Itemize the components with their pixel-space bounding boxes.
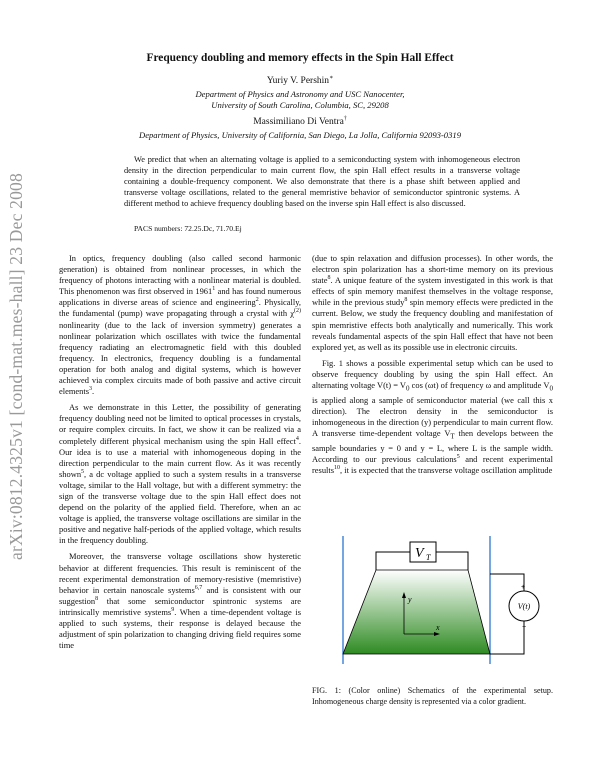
right-column (312, 253, 553, 481)
x-axis-label: x (436, 623, 440, 632)
vt-wire-left (376, 552, 410, 570)
semiconductor-sample (343, 570, 490, 654)
paper-title: Frequency doubling and memory effects in the Spin Hall Effect (146, 52, 454, 64)
author-2-affiliation-line-1: Department of Physics, University of California, San Diego, La Jolla, California 92093-0319 (138, 130, 461, 140)
paragraph: (due to spin relaxation and diffusion processes). In other words, the electron spin polarization has a short-time memory on its previous state$^8$. A unique feature of the system investigated in this work is that effects of spin memory manifest themselves in the voltage response, while in the previous study$^8$ spin memory effects were predicted in the current. Below, we study the frequency doubling and manifestation of spin memristive effects both analytically and numerically. This work reveals fundamental aspects of the spin Hall effect that have not been explored yet, as well as its possible use in electronic circuits. (312, 253, 553, 352)
vt-subscript: T (426, 553, 431, 562)
source-minus-sign: − (522, 624, 527, 631)
abstract: We predict that when an alternating voltage is applied to a semiconducting system with inhomogeneous electron density in the direction perpendicular to main current flow, the spin Hall effect results in a transverse voltage containing a double-frequency component. We also demonstrate that there is a phase shift between applied and transverse voltage oscillations, related to the general memristive behavior of semiconductor spintronic systems. A different method to achieve frequency doubling based on the inverse spin Hall effect is also discussed. (124, 155, 520, 209)
author-2-name: Massimiliano Di Ventra (253, 117, 344, 127)
author-2 (0, 117, 600, 127)
source-label: V(t) (517, 602, 531, 611)
paragraph: Fig. 1 shows a possible experimental setup which can be used to observe frequency doubling by using the spin Hall effect. An alternating voltage $V(t) = V_0$ cos (ωt) of frequency ω and amplitude $V_0$ is applied along a sample of semiconductor material (we call this x direction). The electron density in the semiconductor is inhomogeneous in the direction (y) perpendicular to main current flow. A transverse time-dependent voltage $V_T$ then develops between the sample boundaries y = 0 and y = L, where L is the sample width. According to our previous calculations$^5$ and recent experimental results$^{10}$, it is expected that the transverse voltage oscillation amplitude (312, 357, 553, 476)
author-1-affiliation-line-2: University of South Carolina, Columbia, SC, 29208 (211, 100, 389, 110)
author-1-mark: ∗ (329, 74, 334, 81)
paragraph: Moreover, the transverse voltage oscillations show hysteretic behavior at different frequencies. This result is reminiscent of the recent experimental demonstration of memory-resistive (memristive) behavior in certain nanoscale systems$^{6,7}$ and is consistent with our suggestion$^8$ that some semiconductor spintronic systems are intrinsically memristive systems$^9$. When a time-dependent voltage is applied to such systems, their response is delayed because the adjustment of spin polarization to changing driving field requires some time (59, 551, 301, 651)
source-plus-sign: + (521, 584, 526, 591)
author-1-affiliation-line-1: Department of Physics and Astronomy and USC Nanocenter, (195, 89, 405, 99)
left-column (59, 253, 301, 656)
arxiv-stamp: arXiv:0812.4325v1 [cond-mat.mes-hall] 23 Dec 2008 (6, 173, 26, 560)
vt-label: V (415, 546, 424, 561)
vt-wire-right (436, 552, 468, 570)
figure-1-caption: FIG. 1: (Color online) Schematics of the experimental setup. Inhomogeneous charge density is represented via a color gradient. (312, 686, 553, 706)
author-1 (0, 76, 600, 86)
figure-1 (340, 536, 552, 664)
y-axis-label: y (408, 595, 412, 604)
experimental-setup-diagram (340, 536, 552, 664)
pacs-numbers: PACS numbers: 72.25.Dc, 71.70.Ej (134, 224, 242, 233)
paragraph: As we demonstrate in this Letter, the possibility of generating frequency doubling need not be limited to optical processes in crystals, or require complex circuits. In fact, we show it can be realized via a completely different physical mechanism using the spin Hall effect$^4$. Our idea is to use a material with inhomogeneous doping in the direction perpendicular to the main current flow. As it was recently shown$^5$, a dc voltage applied to such a system results in a transverse voltage, similar to the Hall voltage, but with a different symmetry: the sign of the transverse voltage due to the spin Hall effect does not depend on the polarity of the applied field. Therefore, when an ac voltage is applied, the transverse voltage oscillations are similar in the positive and negative half-periods of the applied voltage, which results in the frequency doubling. (59, 402, 301, 546)
paragraph: In optics, frequency doubling (also called second harmonic generation) is obtained from nonlinear processes, in which the frequency of photons interacting with a nonlinear material is doubled. This phenomenon was first observed in 1961$^1$ and has found numerous applications in diverse areas of science and engineering$^2$. Physically, the fundamental (pump) wave propagating through a crystal with $\chi^{(2)}$ nonlinearity (due to the lack of inversion symmetry) generates a nonlinear polarization which oscillates with twice the fundamental frequency radiating an electromagnetic field with this doubled frequency. In electronics, frequency doubling is a fundamental operation for both analog and digital systems, which is however achieved via complex circuits made of both passive and active circuit elements$^3$. (59, 253, 302, 397)
author-2-mark: † (343, 115, 347, 122)
author-1-name: Yuriy V. Pershin (266, 76, 330, 86)
